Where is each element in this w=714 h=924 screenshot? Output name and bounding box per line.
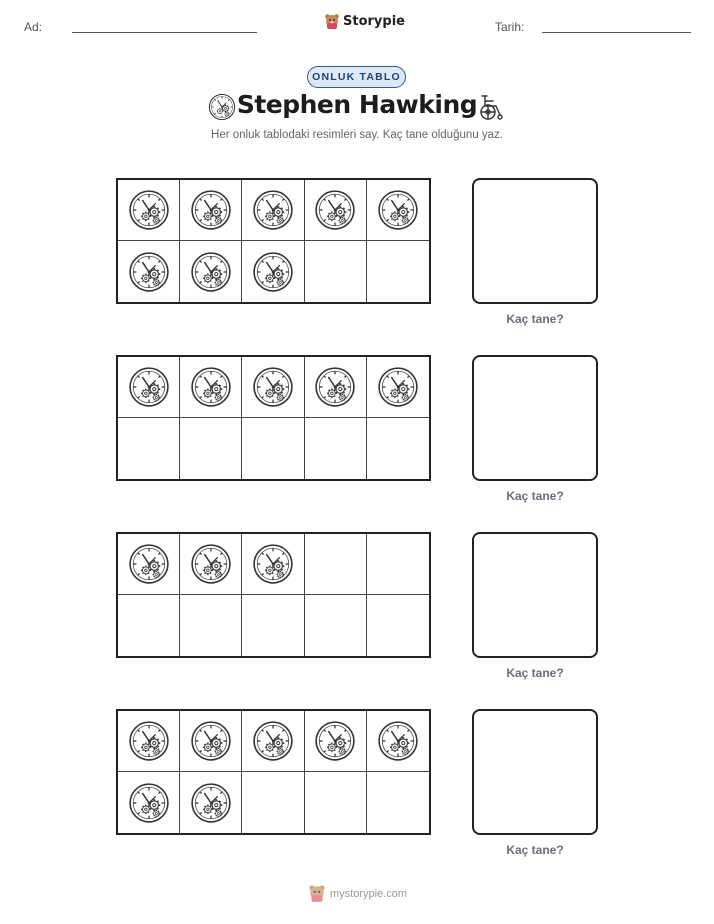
clock-gears-icon [190, 720, 232, 762]
clock-gears-icon [190, 366, 232, 408]
clock-gears-icon [128, 251, 170, 293]
clock-gears-icon [252, 251, 294, 293]
clock-gears-icon [377, 366, 419, 408]
frame-cell [305, 357, 367, 418]
clock-gears-icon [252, 720, 294, 762]
frame-cell [180, 534, 242, 595]
clock-gears-icon [252, 366, 294, 408]
frame-cell [367, 534, 429, 595]
ten-frame-2 [116, 355, 431, 481]
answer-prompt-4: Kaç tane? [506, 843, 564, 857]
frame-cell [305, 418, 367, 479]
frame-cell [118, 534, 180, 595]
answer-prompt-2: Kaç tane? [506, 489, 564, 503]
frame-cell [118, 418, 180, 479]
frame-cell [367, 180, 429, 241]
frame-cell [118, 357, 180, 418]
frame-cell [118, 711, 180, 772]
clock-gears-icon [314, 189, 356, 231]
clock-gears-icon [190, 543, 232, 585]
frame-cell [242, 180, 304, 241]
worksheet-type-badge: ONLUK TABLO [307, 66, 406, 88]
frame-cell [367, 711, 429, 772]
frame-cell [118, 595, 180, 656]
answer-box-2[interactable] [472, 355, 598, 481]
frame-cell [242, 534, 304, 595]
frame-cell [305, 711, 367, 772]
date-label: Tarih: [495, 20, 525, 34]
name-line[interactable] [72, 32, 257, 33]
frame-cell [305, 772, 367, 833]
clock-gears-icon [190, 189, 232, 231]
clock-gears-icon [128, 543, 170, 585]
frame-cell [180, 595, 242, 656]
wheelchair-icon [476, 92, 506, 122]
frame-cell [242, 241, 304, 302]
clock-gears-icon [314, 366, 356, 408]
instructions: Her onluk tablodaki resimleri say. Kaç tane olduğunu yaz. [211, 129, 503, 141]
frame-cell [367, 772, 429, 833]
clock-gears-icon [190, 782, 232, 824]
clock-gears-icon [128, 189, 170, 231]
clock-gears-icon [128, 782, 170, 824]
frame-cell [118, 772, 180, 833]
clock-gears-icon [128, 366, 170, 408]
frame-cell [305, 534, 367, 595]
answer-box-4[interactable] [472, 709, 598, 835]
ten-frame-1 [116, 178, 431, 304]
clock-gears-icon [377, 189, 419, 231]
frame-cell [305, 595, 367, 656]
frame-cell [180, 711, 242, 772]
frame-cell [180, 357, 242, 418]
brand-logo [324, 13, 405, 30]
frame-cell [180, 418, 242, 479]
bear-mascot-icon [308, 884, 326, 903]
ten-frame-4 [116, 709, 431, 835]
date-line[interactable] [542, 32, 691, 33]
frame-cell [118, 241, 180, 302]
brand-name: Storypie [343, 14, 405, 29]
frame-cell [180, 180, 242, 241]
frame-cell [118, 180, 180, 241]
frame-cell [367, 595, 429, 656]
frame-cell [180, 772, 242, 833]
clock-gears-icon [252, 543, 294, 585]
frame-cell [367, 357, 429, 418]
frame-cell [242, 357, 304, 418]
answer-prompt-3: Kaç tane? [506, 666, 564, 680]
bear-mascot-icon [324, 13, 340, 30]
clock-gears-icon [190, 251, 232, 293]
footer-url: mystorypie.com [330, 887, 408, 900]
answer-box-3[interactable] [472, 532, 598, 658]
clock-gears-icon [128, 720, 170, 762]
answer-prompt-1: Kaç tane? [506, 312, 564, 326]
frame-cell [305, 180, 367, 241]
ten-frame-3 [116, 532, 431, 658]
clock-gears-icon [377, 720, 419, 762]
frame-cell [180, 241, 242, 302]
frame-cell [367, 241, 429, 302]
frame-cell [242, 595, 304, 656]
name-label: Ad: [24, 20, 43, 34]
frame-cell [242, 418, 304, 479]
answer-box-1[interactable] [472, 178, 598, 304]
frame-cell [367, 418, 429, 479]
page-title: Stephen Hawking [236, 90, 478, 119]
frame-cell [242, 772, 304, 833]
frame-cell [242, 711, 304, 772]
clock-gears-icon [252, 189, 294, 231]
frame-cell [305, 241, 367, 302]
clock-gears-icon [314, 720, 356, 762]
footer [308, 884, 407, 903]
